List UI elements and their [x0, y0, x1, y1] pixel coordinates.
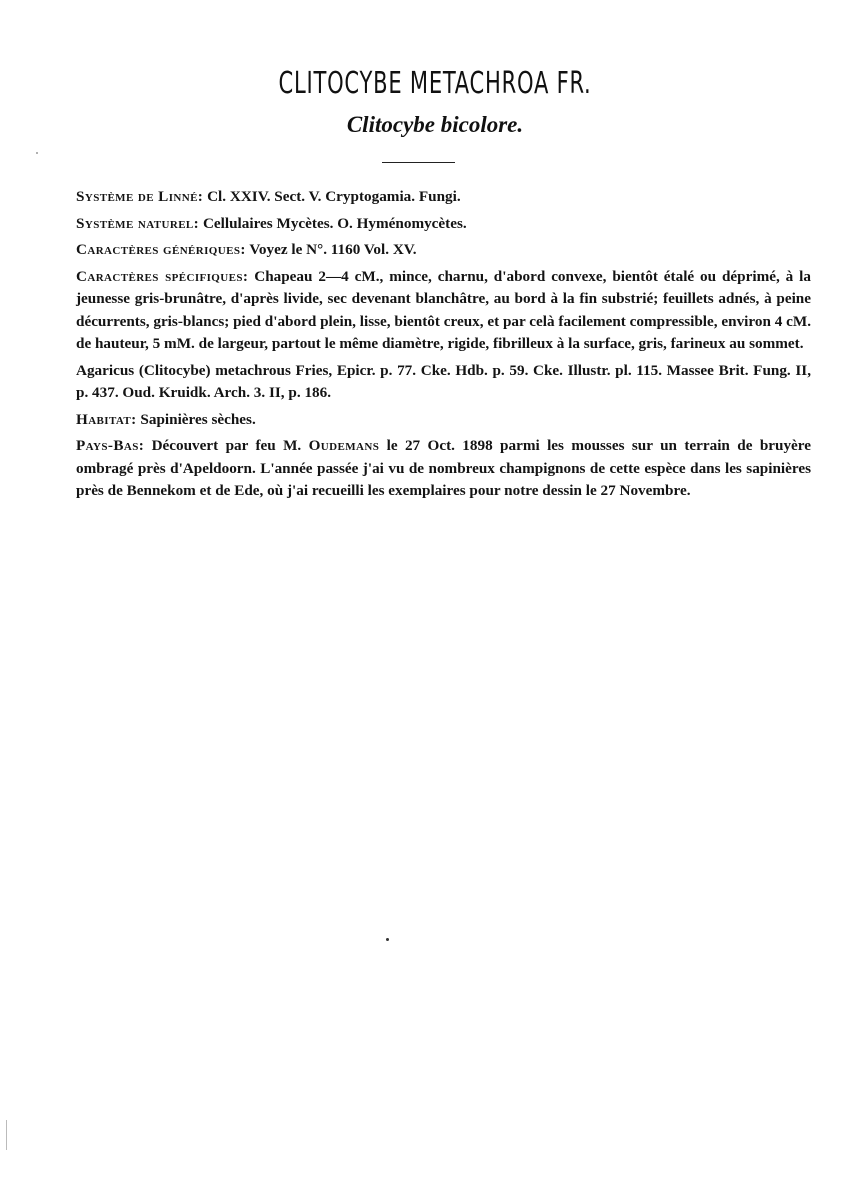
section-label: Caractères génériques:: [76, 241, 246, 258]
section-text-before: Découvert par feu M.: [144, 437, 309, 454]
section-text: Sapinières sèches.: [136, 410, 256, 428]
section-generiques: [76, 239, 811, 262]
section-text: Chapeau 2—4 cM., mince, charnu, d'abord convexe, bientôt étalé ou déprimé, à la jeunesse gris-brunâtre, d'après livide, sec devenant blanchâtre, au bord à la fin substrié; feuillets adnés, à peine décurrents, gris-blancs; pied d'abord plein, lisse, bientôt creux, et par celà facilement compressible, environ 4 cM. de hauteur, 5 mM. de largeur, partout le même diamètre, rigide, fibrilleux à la surface, gris, farineux au sommet.: [76, 267, 811, 352]
section-text: Cl. XXIV. Sect. V. Cryptogamia. Fungi.: [203, 188, 461, 205]
person-name: Oudemans: [308, 437, 380, 454]
section-label: Caractères spécifiques:: [76, 267, 249, 285]
print-speck: [36, 152, 38, 154]
section-text: Agaricus (Clitocybe) metachrous Fries, Epicr. p. 77. Cke. Hdb. p. 59. Cke. Illustr. pl. 115. Massee Brit. Fung. II, p. 437. Oud. Kruidk. Arch. 3. II, p. 186.: [76, 361, 811, 401]
section-naturel: [76, 213, 811, 236]
section-label: Pays-Bas:: [76, 437, 145, 454]
description-body: [76, 186, 811, 507]
scan-edge-mark: [6, 1120, 7, 1150]
section-text: Cellulaires Mycètes. O. Hyménomycètes.: [199, 214, 467, 232]
section-linne: [76, 186, 811, 209]
print-speck: [386, 938, 389, 941]
section-label: Système naturel:: [76, 214, 200, 232]
section-text: le 27 Oct. 1898 parmi les mousses sur un terrain de bruyère ombragé près d'Apeldoorn. L'année passée j'ai vu de nombreux champignons de cette espèce dans les sapinières près de Bennekom et de Ede, où j'ai recueilli les exemplaires pour notre dessin le 27 Novembre.: [76, 437, 811, 499]
page-subtitle: Clitocybe bicolore.: [346, 112, 524, 137]
section-habitat: [76, 409, 811, 432]
section-label: Système de Linné:: [76, 188, 204, 205]
title-divider: [382, 162, 455, 163]
section-label: Habitat:: [76, 410, 137, 428]
section-pays-bas: [76, 435, 811, 503]
section-specifiques: [76, 266, 811, 356]
page-title: CLITOCYBE METACHROA FR.: [278, 66, 592, 101]
section-references: [76, 360, 811, 405]
section-text: Voyez le N°. 1160 Vol. XV.: [245, 241, 417, 258]
